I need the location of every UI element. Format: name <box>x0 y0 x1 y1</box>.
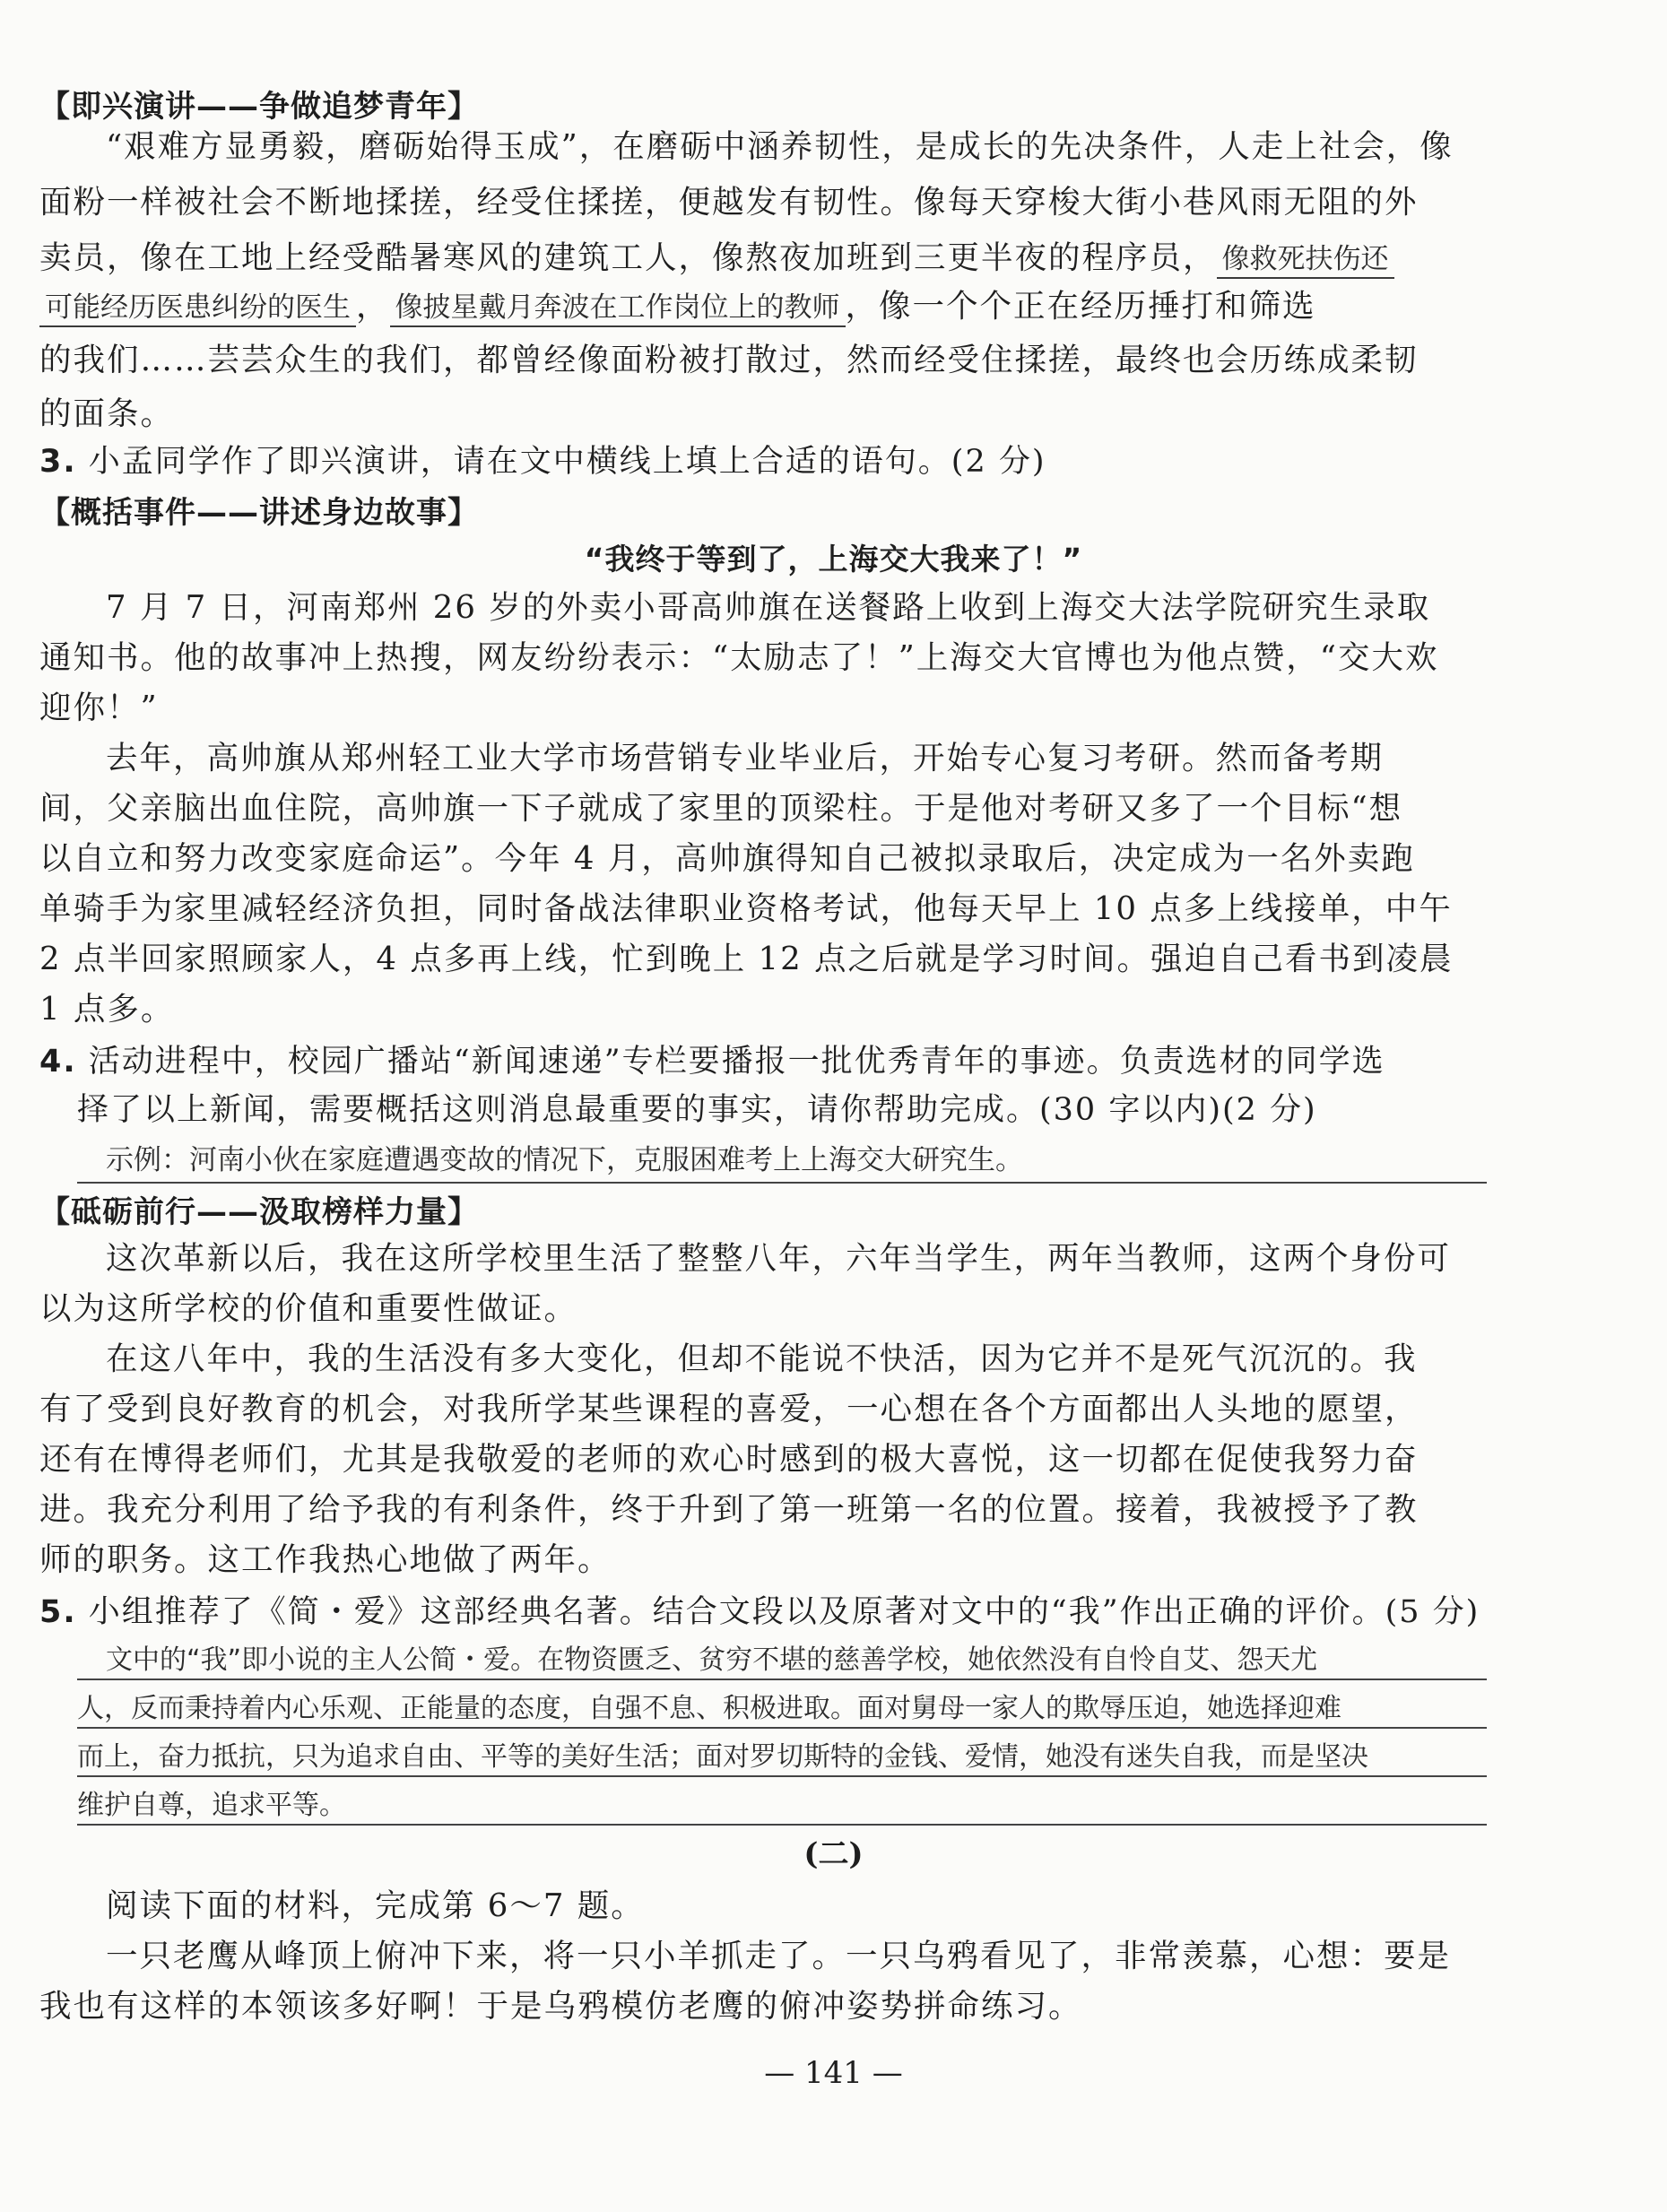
answer-line <box>77 1727 1487 1729</box>
question-number: 5. <box>39 1594 77 1630</box>
text-span: 卖员，像在工地上经受酷暑寒风的建筑工人，像熬夜加班到三更半夜的程序员， <box>39 239 1217 276</box>
paragraph-line: 2 点半回家照顾家人，4 点多再上线，忙到晚上 12 点之后就是学习时间。强迫自己看书到凌晨 <box>39 941 1454 977</box>
answer-line <box>77 1824 1487 1826</box>
question-text: 小孟同学作了即兴演讲，请在文中横线上填上合适的语句。(2 分) <box>88 444 1046 480</box>
paragraph-line: 一只老鹰从峰顶上俯冲下来，将一只小羊抓走了。一只乌鸦看见了，非常羡慕，心想：要是 <box>106 1938 1452 1974</box>
answer-line <box>77 1182 1487 1184</box>
paragraph-line: 在这八年中，我的生活没有多大变化，但却不能说不快活，因为它并不是死气沉沉的。我 <box>106 1340 1418 1377</box>
paragraph-line: 的面条。 <box>39 395 175 432</box>
handwritten-answer-blank: 可能经历医患纠纷的医生 <box>39 291 356 327</box>
question-4 <box>39 1040 1385 1083</box>
paragraph-line: “艰难方显勇毅，磨砺始得玉成”，在磨砺中涵养韧性，是成长的先决条件，人走上社会，像 <box>106 128 1454 165</box>
section-header-speech: 【即兴演讲——争做追梦青年】 <box>39 89 479 125</box>
paragraph-line: 还有在博得老师们，尤其是我敬爱的老师的欢心时感到的极大喜悦，这一切都在促使我努力奋 <box>39 1441 1419 1478</box>
paragraph-line: 以自立和努力改变家庭命运”。今年 4 月，高帅旗得知自己被拟录取后，决定成为一名外卖跑 <box>39 840 1415 877</box>
paragraph-line: 我也有这样的本领该多好啊！于是乌鸦模仿老鹰的俯冲姿势拼命练习。 <box>39 1988 1082 2025</box>
handwritten-answer: 而上，奋力抵抗，只为追求自由、平等的美好生活；面对罗切斯特的金钱、爱情，她没有迷失自我，而是坚决 <box>77 1741 1368 1773</box>
section-header-story: 【概括事件——讲述身边故事】 <box>39 495 479 531</box>
question-text: 小组推荐了《简・爱》这部经典名著。结合文段以及原著对文中的“我”作出正确的评价。(5 分) <box>88 1594 1480 1630</box>
answer-line <box>77 1679 1487 1680</box>
question-text: 活动进程中，校园广播站“新闻速递”专栏要播报一批优秀青年的事迹。负责选材的同学选 <box>88 1044 1385 1080</box>
paragraph-line: 间，父亲脑出血住院，高帅旗一下子就成了家里的顶梁柱。于是他对考研又多了一个目标“想 <box>39 790 1403 827</box>
text-span: ， <box>356 288 390 325</box>
paragraph-line: 单骑手为家里减轻经济负担，同时备战法律职业资格考试，他每天早上 10 点多上线接单，中午 <box>39 890 1453 927</box>
text-span: ，像一个个正在经历捶打和筛选 <box>845 288 1316 325</box>
paragraph-line: 通知书。他的故事冲上热搜，网友纷纷表示：“太励志了！”上海交大官博也为他点赞，“交大欢 <box>39 639 1439 676</box>
section-header-role-model: 【砥砺前行——汲取榜样力量】 <box>39 1194 479 1230</box>
answer-line <box>77 1775 1487 1777</box>
question-3 <box>39 440 1046 483</box>
news-title: “我终于等到了，上海交大我来了！” <box>584 542 1083 577</box>
handwritten-answer: 文中的“我”即小说的主人公简・爱。在物资匮乏、贫穷不堪的慈善学校，她依然没有自怜自艾、怨天尤 <box>106 1644 1318 1676</box>
handwritten-answer-blank: 像披星戴月奔波在工作岗位上的教师 <box>390 291 846 327</box>
question-number: 4. <box>39 1044 77 1080</box>
question-number: 3. <box>39 444 77 480</box>
paragraph-line: 阅读下面的材料，完成第 6～7 题。 <box>106 1887 645 1924</box>
paragraph-line: 7 月 7 日，河南郑州 26 岁的外卖小哥高帅旗在送餐路上收到上海交大法学院研究生录取 <box>106 589 1431 626</box>
question-text-cont: 择了以上新闻，需要概括这则消息最重要的事实，请你帮助完成。(30 字以内)(2 分) <box>77 1092 1317 1128</box>
handwritten-answer: 人，反而秉持着内心乐观、正能量的态度，自强不息、积极进取。面对舅母一家人的欺辱压迫，她选择迎难 <box>77 1693 1341 1724</box>
handwritten-answer-blank: 像救死扶伤还 <box>1217 243 1394 279</box>
page-number: — 141 — <box>764 2055 903 2091</box>
paragraph-line: 师的职务。这工作我热心地做了两年。 <box>39 1541 612 1578</box>
paragraph-line: 面粉一样被社会不断地揉搓，经受住揉搓，便越发有韧性。像每天穿梭大街小巷风雨无阻的外 <box>39 184 1419 221</box>
paragraph-line: 1 点多。 <box>39 991 175 1028</box>
paragraph-line: 的我们……芸芸众生的我们，都曾经像面粉被打散过，然而经受住揉搓，最终也会历练成柔韧 <box>39 342 1419 378</box>
paragraph-line <box>39 285 1316 329</box>
paragraph-line: 进。我充分利用了给予我的有利条件，终于升到了第一班第一名的位置。接着，我被授予了教 <box>39 1491 1419 1528</box>
question-5 <box>39 1591 1480 1634</box>
paragraph-line: 有了受到良好教育的机会，对我所学某些课程的喜爱，一心想在各个方面都出人头地的愿望， <box>39 1391 1419 1427</box>
paragraph-line: 迎你！” <box>39 690 159 726</box>
paragraph-line: 这次革新以后，我在这所学校里生活了整整八年，六年当学生，两年当教师，这两个身份可 <box>106 1240 1452 1277</box>
handwritten-answer: 示例：河南小伙在家庭遭遇变故的情况下，克服困难考上上海交大研究生。 <box>106 1144 1023 1176</box>
paragraph-line: 去年，高帅旗从郑州轻工业大学市场营销专业毕业后，开始专心复习考研。然而备考期 <box>106 740 1385 776</box>
paragraph-line <box>39 237 1394 281</box>
paragraph-line: 以为这所学校的价值和重要性做证。 <box>39 1290 578 1327</box>
handwritten-answer: 维护自尊，追求平等。 <box>77 1790 346 1821</box>
part-label: (二) <box>803 1836 864 1872</box>
